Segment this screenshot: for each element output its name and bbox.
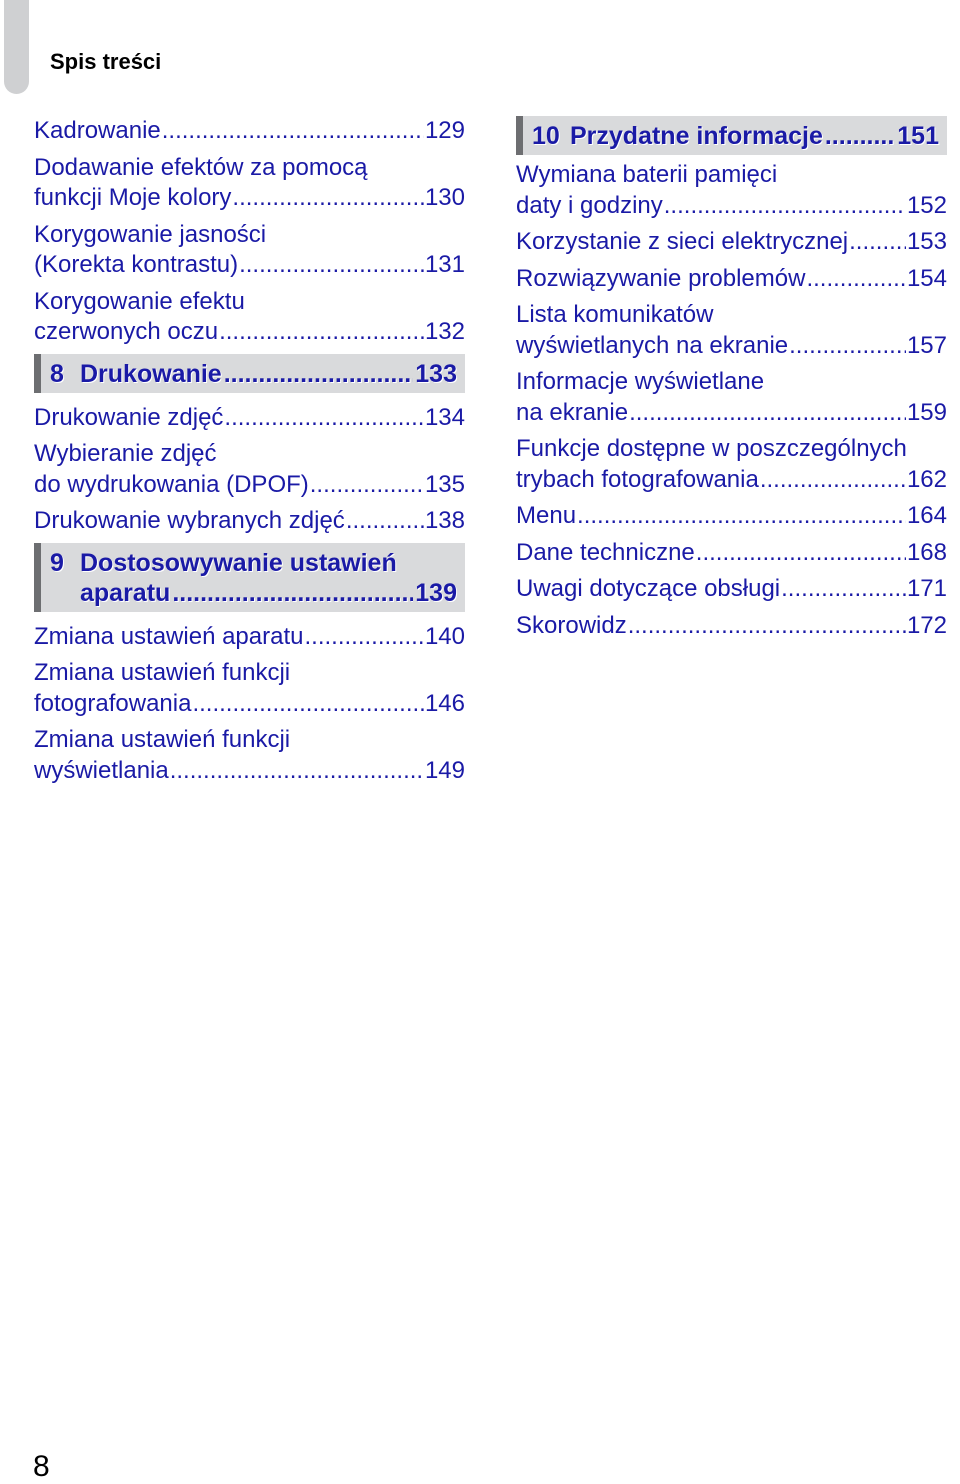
dot-leader [170,756,424,787]
toc-entry-text: Korygowanie efektu [34,287,245,315]
toc-entry-text: wyświetlanych na ekranie [516,331,789,359]
toc-page-number: 132 [424,318,465,345]
toc-entry-last-line [516,227,947,258]
dot-leader [629,398,906,429]
dot-leader [760,465,906,496]
toc-entry[interactable] [34,403,465,434]
toc-entry-last-line [516,574,947,605]
dot-leader [781,574,906,605]
dot-leader [232,183,424,214]
toc-page-number: 171 [906,575,947,602]
toc-page-number: 134 [424,403,465,431]
dot-leader [172,578,413,608]
toc-entry-text: czerwonych oczu [34,318,219,345]
toc-entry-last-line [34,317,465,348]
toc-entry-last-line [34,183,465,214]
toc-page-number: 162 [906,465,947,493]
toc-entry-last-line [516,264,947,295]
toc-page-number: 135 [424,470,465,498]
toc-entry[interactable] [516,367,947,428]
toc-entry-last-line [516,398,947,429]
toc-chapter-heading[interactable] [34,543,465,612]
toc-entry-text: Uwagi dotyczące obsługi [516,575,781,602]
toc-entry-text: Dane techniczne [516,538,695,566]
toc-entry-last-line [516,465,947,496]
toc-entry-text: Drukowanie zdjęć [34,403,224,431]
page-number: 8 [33,1450,50,1483]
chapter-tab-marker [4,0,29,94]
toc-entry[interactable] [34,439,465,500]
toc-entry-last-line [34,689,465,720]
toc-entry[interactable] [34,622,465,653]
dot-leader [310,470,424,501]
toc-entry[interactable] [34,658,465,719]
dot-leader [192,689,424,720]
toc-entry[interactable] [516,538,947,569]
dot-leader [849,227,906,258]
chapter-title: Dostosowywanie ustawień [80,548,397,577]
toc-page-number: 168 [906,538,947,566]
toc-entry-last-line [34,250,465,281]
toc-entry[interactable] [516,574,947,605]
dot-leader [825,121,895,151]
dot-leader [789,331,906,362]
toc-entry[interactable] [516,300,947,361]
chapter-heading-row [50,578,457,608]
toc-entry[interactable] [516,227,947,258]
toc-entry-last-line [34,116,465,147]
chapter-page-number: 133 [415,359,457,388]
toc-page-number: 131 [424,251,465,278]
toc-chapter-heading[interactable] [516,116,947,155]
toc-right-column [516,116,947,647]
toc-page-number: 159 [906,398,947,426]
dot-leader [696,538,906,569]
chapter-heading-row [50,359,457,389]
toc-entry-text: Skorowidz [516,611,627,639]
toc-entry-text: Drukowanie wybranych zdjęć [34,507,345,534]
toc-page-number: 129 [424,117,465,144]
toc-entry-text: daty i godziny [516,191,663,219]
toc-left-column [34,116,465,792]
chapter-number: 8 [50,359,64,388]
toc-entry-text: Informacje wyświetlane [516,368,765,395]
toc-entry[interactable] [516,264,947,295]
toc-entry-last-line [34,403,465,434]
dot-leader [224,403,424,434]
toc-entry-text: Rozwiązywanie problemów [516,264,806,292]
toc-entry-last-line [516,538,947,569]
toc-entry-text: Korygowanie jasności [34,220,267,248]
chapter-title: aparatu [80,578,171,607]
dot-leader [219,317,424,348]
dot-leader [224,359,414,389]
toc-entry[interactable] [516,501,947,532]
toc-entry-text: fotografowania [34,689,192,717]
toc-entry-text: (Korekta kontrastu) [34,251,239,278]
chapter-title: Drukowanie [80,359,222,388]
toc-entry[interactable] [516,611,947,642]
chapter-number: 10 [532,122,560,150]
toc-entry[interactable] [516,434,947,495]
toc-entry-text: Wybieranie zdjęć [34,440,217,467]
toc-page-number: 153 [906,228,947,255]
toc-page-number: 138 [424,507,465,534]
toc-entry[interactable] [34,116,465,147]
chapter-title: Przydatne informacje [570,122,823,150]
toc-entry[interactable] [34,506,465,537]
toc-entry[interactable] [516,160,947,221]
toc-entry-text: trybach fotografowania [516,465,759,493]
toc-entry-last-line [34,756,465,787]
dot-leader [346,506,424,537]
toc-page-number: 140 [424,622,465,650]
chapter-page-number: 151 [897,122,939,150]
toc-entry-last-line [516,501,947,532]
toc-page-number: 164 [906,502,947,529]
toc-entry-text: Dodawanie efektów za pomocą [34,153,368,181]
toc-entry-last-line [516,611,947,642]
dot-leader [239,250,424,281]
chapter-heading-row [50,548,457,578]
dot-leader [664,191,906,222]
dot-leader [628,611,906,642]
toc-entry-text: Funkcje dostępne w poszczególnych [516,435,907,462]
toc-entry-last-line [516,331,947,362]
toc-entry-last-line [34,622,465,653]
toc-entry[interactable] [34,725,465,786]
toc-entry-text: Kadrowanie [34,117,161,144]
toc-page-number: 154 [906,264,947,292]
toc-entry-last-line [34,506,465,537]
toc-page-number: 146 [424,689,465,717]
dot-leader [806,264,906,295]
toc-page-number: 130 [424,184,465,211]
dot-leader [162,116,424,147]
toc-entry[interactable] [34,153,465,214]
toc-entry-text: Korzystanie z sieci elektrycznej [516,228,849,255]
toc-entry[interactable] [34,287,465,348]
toc-chapter-heading[interactable] [34,354,465,393]
toc-page-number: 157 [906,331,947,359]
toc-page-number: 172 [906,611,947,639]
toc-entry[interactable] [34,220,465,281]
toc-entry-text: Zmiana ustawień funkcji [34,726,291,753]
toc-entry-last-line [516,191,947,222]
toc-entry-text: Zmiana ustawień funkcji [34,659,291,686]
toc-entry-text: Lista komunikatów [516,301,714,328]
dot-leader [577,501,906,532]
toc-entry-text: funkcji Moje kolory [34,184,232,211]
toc-entry-text: Zmiana ustawień aparatu [34,622,304,650]
toc-entry-text: wyświetlania [34,756,169,784]
toc-entry-text: do wydrukowania (DPOF) [34,470,309,498]
toc-page-number: 149 [424,756,465,784]
toc-entry-text: Wymiana baterii pamięci [516,161,778,188]
page-title: Spis treści [50,49,162,74]
dot-leader [304,622,423,653]
toc-entry-text: na ekranie [516,398,629,426]
toc-entry-last-line [34,470,465,501]
chapter-page-number: 139 [415,578,457,607]
toc-entry-text: Menu [516,502,577,529]
chapter-heading-row [532,121,939,151]
toc-page-number: 152 [906,191,947,219]
chapter-number: 9 [50,548,64,577]
